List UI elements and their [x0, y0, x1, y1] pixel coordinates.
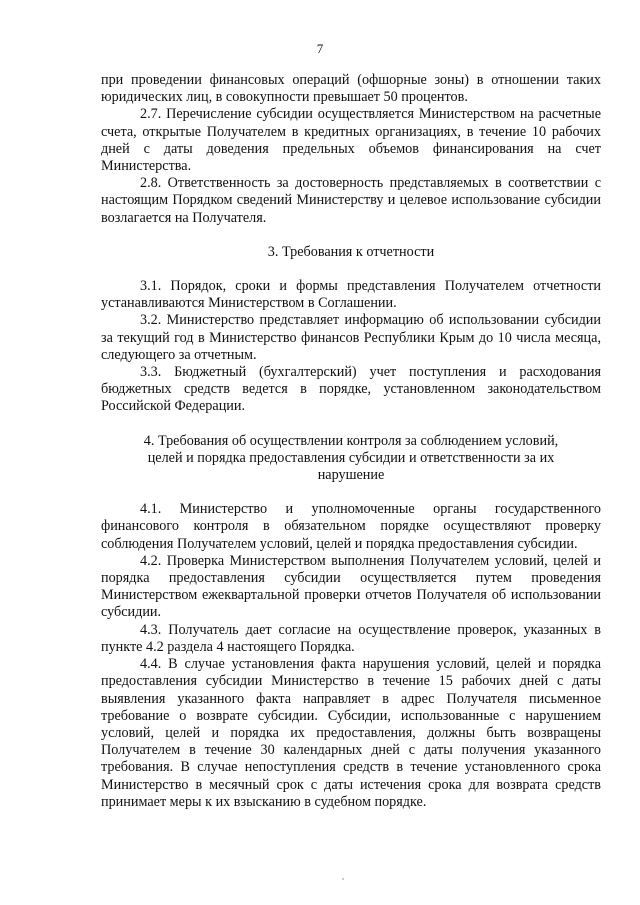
paragraph-2-8: 2.8. Ответственность за достоверность представляемых в соответствии с настоящим Порядком сведений Министерству и целевое использование субсидии возлагается на Получателя.: [101, 175, 601, 226]
section-4-heading-line-2: целей и порядка предоставления субсидии и ответственности за их: [147, 449, 555, 466]
section-4-heading: [101, 433, 601, 485]
paragraph-4-1: 4.1. Министерство и уполномоченные органы государственного финансового контроля в обязательном порядке осуществляют проверку соблюдения Получателем условий, целей и порядка предоставления субсидии.: [101, 501, 601, 552]
paragraph-3-1: 3.1. Порядок, сроки и формы представления Получателем отчетности устанавливаются Министерством в Соглашении.: [101, 278, 601, 312]
paragraph-4-4: 4.4. В случае установления факта нарушения условий, целей и порядка предоставления субсидии Министерство в течение 15 рабочих дней с даты выявления указанного факта направляет в адрес Получателя письменное требование о возврате субсидии. Субсидии, использованные с нарушением условий, целей и порядка их предоставления, должны быть возвращены Получателем в течение 30 календарных дней с даты получения указанного требования. В случае непоступления средств в течение установленного срока Министерство в месячный срок с даты истечения срока для возврата средств принимает меры к их взысканию в судебном порядке.: [101, 656, 601, 810]
page-number: 7: [316, 41, 324, 56]
paragraph-3-3: 3.3. Бюджетный (бухгалтерский) учет поступления и расходования бюджетных средств ведется в порядке, установленном законодательством Российской Федерации.: [101, 364, 601, 415]
scan-speck: [342, 878, 344, 880]
paragraph-continuation: при проведении финансовых операций (офшорные зоны) в отношении таких юридических лиц, в совокупности превышает 50 процентов.: [101, 72, 601, 106]
paragraph-3-2: 3.2. Министерство представляет информацию об использовании субсидии за текущий год в Министерство финансов Республики Крым до 10 числа месяца, следующего за отчетным.: [101, 312, 601, 363]
paragraph-2-7: 2.7. Перечисление субсидии осуществляется Министерством на расчетные счета, открытые Получателем в кредитных организациях, в течение 10 рабочих дней с даты доведения предельных объемов финансирования на счет Министерства.: [101, 106, 601, 175]
paragraph-4-2: 4.2. Проверка Министерством выполнения Получателем условий, целей и порядка предоставления субсидии осуществляется путем проведения Министерством ежеквартальной проверки отчетов Получателя об использовании субсидии.: [101, 552, 601, 621]
paragraph-4-3: 4.3. Получатель дает согласие на осуществление проверок, указанных в пункте 4.2 раздела 4 настоящего Порядка.: [101, 621, 601, 655]
section-4-heading-line-3: нарушение: [317, 467, 385, 484]
section-4-heading-line-1: 4. Требования об осуществлении контроля за соблюдением условий,: [143, 432, 559, 449]
document-body: [101, 72, 601, 811]
section-3-heading: 3. Требования к отчетности: [267, 243, 435, 260]
